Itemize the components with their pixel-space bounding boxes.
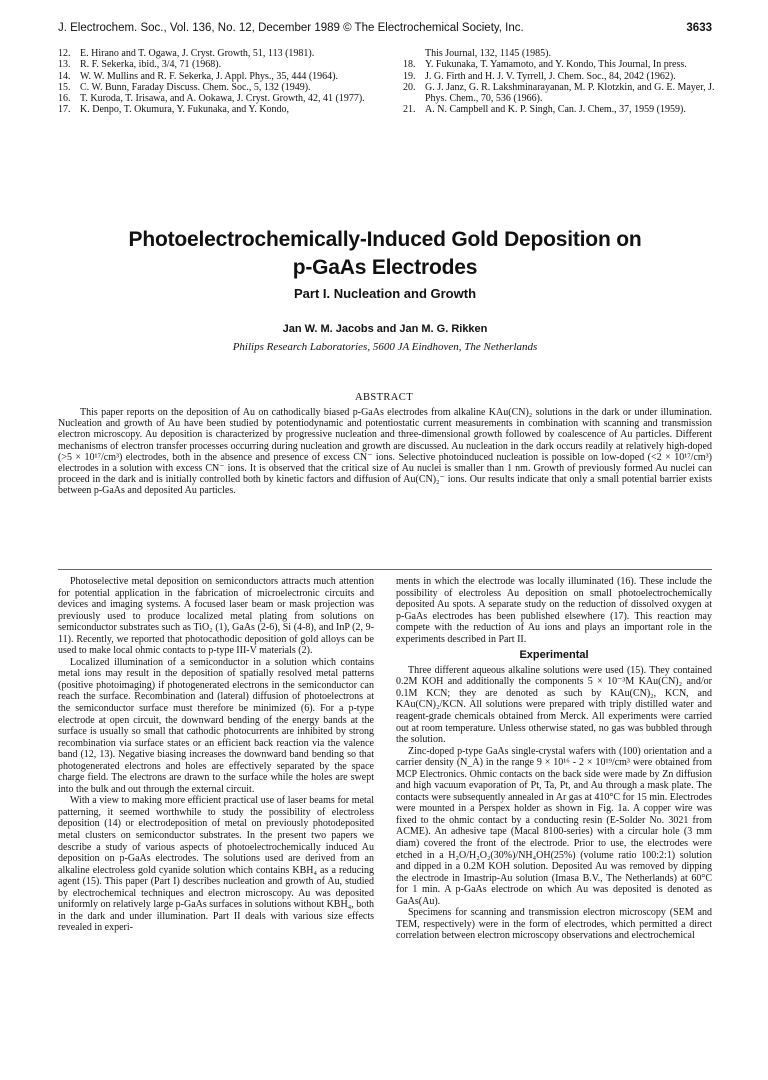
reference-item: This Journal, 132, 1145 (1985). — [425, 48, 552, 59]
article-title — [58, 226, 712, 282]
body-paragraph: With a view to making more efficient practical use of laser beams for metal patterning, it seemed worthwhile to study the possibility of electroless deposition (14) or electrodeposition of metal on previously photodeposited metal clusters on semiconductor substrates. In the present two papers we describe a study of various aspects of photoelectrochemically induced Au deposition on p-GaAs electrodes. The solutions used are derived from an alkaline electroless gold cyanide solution which contains KBH₄ as a reducing agent (15). This paper (Part I) describes nucleation and growth of Au, studied by electrochemical techniques and electron microscopy. Au was deposited uniformly on relatively large p-GaAs surfaces in solutions without KBH₄, both in the dark and under illumination. Part II deals with various size effects revealed in experi- — [58, 795, 374, 934]
body-paragraph: Photoselective metal deposition on semiconductors attracts much attention for potential application in the fabrication of microelectronic circuits and devices and imaging systems. A focused laser beam or mask projection was previously used to produce localized metal plating from solutions on semiconductor substrates such as TiO₂ (1), GaAs (2-6), Si (4-8), and InP (2, 9-11). Recently, we reported that photocathodic deposition of gold alloys can be used to make local ohmic contacts to p-type III-V materials (2). — [58, 576, 374, 657]
body-paragraph: Zinc-doped p-type GaAs single-crystal wafers with (100) orientation and a carrier density (N_A) in the range 9 × 10¹⁶ - 2 × 10¹⁹/cm³ were obtained from MCP Electronics. Ohmic contacts on the back side were made by Zn diffusion and high vacuum evaporation of Pt, Ta, Pt, and Au through a mask plate. The contacts were subsequently annealed in Ar gas at 410°C for 15 min. Electrodes were mounted in a Perspex holder as shown in Fig. 1a. A copper wire was fixed to the ohmic contact by a conducting resin (E-Solder No. 3021 from ACME). An adhesive tape (Macal 8100-series) with a circular hole (3 mm diam) covered the front of the electrode. Prior to use, the electrodes were etched in a H₂O/H₂O₂(30%)/NH₄OH(25%) (volume ratio 100:2:1) solution and dipped in a 0.2M KOH solution. Deposited Au was removed by dipping the electrode in Imastrip-Au solution (Imasa B.V., The Netherlands) at 60°C for 1 min. A p-GaAs electrode on which Au was deposited is denoted as GaAs(Au). — [396, 745, 712, 907]
reference-item: 19. J. G. Firth and H. J. V. Tyrrell, J. Chem. Soc., 84, 2042 (1962). — [403, 70, 676, 82]
references-continued — [58, 48, 715, 178]
abstract-heading: ABSTRACT — [354, 392, 414, 403]
reference-item: 20. G. J. Janz, G. R. Lakshminarayanan, M. P. Klotzkin, and G. E. Mayer, J. Phys. Chem., 70, 536 (1966). — [403, 81, 715, 105]
references-right-column — [403, 48, 715, 116]
article-subtitle: Part I. Nucleation and Growth — [293, 286, 477, 301]
body-paragraph: Three different aqueous alkaline solutions were used (15). They contained 0.2M KOH and additionally the components 5 × 10⁻³M KAu(CN)₂ and/or 0.1M KCN; they are denoted as such by KAu(CN)₂, KCN, and KAu(CN)₂/KCN. All solutions were prepared with triply distilled water and reagent-grade chemicals obtained from Merck. All experiments were carried out at room temperature. Unless otherwise stated, no gas was bubbled through the solution. — [396, 664, 712, 746]
article-authors: Jan W. M. Jacobs and Jan M. G. Rikken — [282, 323, 488, 335]
reference-item: 18. Y. Fukunaka, T. Yamamoto, and Y. Kondo, This Journal, In press. — [403, 59, 687, 71]
page-number: 3633 — [686, 22, 712, 34]
body-paragraph: Localized illumination of a semiconductor in a solution which contains metal ions may result in the deposition of spatially resolved metal patterns (positive photoimaging) if photogenerated electrons in the semiconductor can reach the surface. Recombination and (lateral) diffusion of photoelectrons at the semiconductor surface must therefore be minimized (6). For a p-type electrode at open circuit, the downward bending of the energy bands at the surface is usually so small that cathodic photocurrents are inhibited by strong recombination via surface states or an efficient back reaction via the valence band (12, 13). Negative biasing increases the downward band bending so that photogenerated electrons and holes are effectively separated by the space charge field. The electrons are drawn to the surface while the holes are swept into the bulk and out through the external circuit. — [58, 656, 374, 795]
article-header — [58, 226, 712, 353]
reference-item: 13. R. F. Sekerka, ibid., 3/4, 71 (1968). — [58, 59, 222, 71]
reference-item: 15. C. W. Bunn, Faraday Discuss. Chem. Soc., 5, 132 (1949). — [58, 81, 311, 93]
title-line-2: p-GaAs Electrodes — [292, 256, 478, 279]
reference-item: 21. A. N. Campbell and K. P. Singh, Can. J. Chem., 37, 1959 (1959). — [403, 104, 686, 116]
reference-item: 16. T. Kuroda, T. Irisawa, and A. Ookawa, J. Cryst. Growth, 42, 41 (1977). — [58, 93, 365, 105]
body-left-column — [58, 576, 374, 934]
author-affiliation: Philips Research Laboratories, 5600 JA Eindhoven, The Netherlands — [232, 341, 538, 353]
title-line-1: Photoelectrochemically-Induced Gold Deposition on — [128, 228, 642, 251]
body-right-column — [396, 576, 712, 942]
reference-item: 14. W. W. Mullins and R. F. Sekerka, J. Appl. Phys., 35, 444 (1964). — [58, 70, 339, 82]
reference-item: 12. E. Hirano and T. Ogawa, J. Cryst. Growth, 51, 113 (1981). — [58, 48, 315, 59]
abstract-text: This paper reports on the deposition of Au on cathodically biased p-GaAs electrodes from alkaline KAu(CN)₂ solutions in the dark or under illumination. Nucleation and growth of Au have been studied by potentiodynamic and potentiostatic current measurements in combination with scanning and transmission electron microscopy. Au deposition is characterized by progressive nucleation and three-dimensional growth followed by coalescence of Au particles. Different mechanisms of electron transfer processes occurring during nucleation and growth are discussed. Au nucleation in the dark occurs readily at relatively high-doped (>5 × 10¹⁷/cm³) electrodes, both in the absence and presence of excess CN⁻ ions. Selective photoinduced nucleation is possible on low-doped (<2 × 10¹⁷/cm³) electrodes in a solution with excess CN⁻ ions. It is observed that the critical size of Au nuclei is smaller than 1 nm. Growth of previously formed Au nuclei can proceed in the dark and is initially controlled both by kinetic factors and diffusion of Au(CN)₂⁻ ions. Our results indicate that only a small potential barrier exists between p-GaAs and deposited Au particles. — [58, 407, 712, 497]
references-left-column — [58, 48, 376, 116]
journal-citation: J. Electrochem. Soc., Vol. 136, No. 12, December 1989 © The Electrochemical Society, Inc. — [58, 22, 524, 34]
body-paragraph: ments in which the electrode was locally illuminated (16). These include the possibility of electroless Au deposition on small photoelectrochemically deposited Au spots. A separate study on the reduction of dissolved oxygen at p-GaAs electrodes has been published elsewhere (17). This reaction may compete with the reduction of Au ions and plays an important role in the experiments described in Part II. — [396, 576, 712, 645]
section-heading-experimental: Experimental — [519, 649, 589, 662]
section-divider — [58, 569, 712, 570]
reference-item: 17. K. Denpo, T. Okumura, Y. Fukunaka, and Y. Kondo, — [58, 104, 290, 116]
body-paragraph: Specimens for scanning and transmission electron microscopy (SEM and TEM, respectively) were in the form of electrodes, which permitted a direct correlation between electron microscopy observations and electrochemical — [396, 907, 712, 942]
running-head — [58, 22, 712, 40]
